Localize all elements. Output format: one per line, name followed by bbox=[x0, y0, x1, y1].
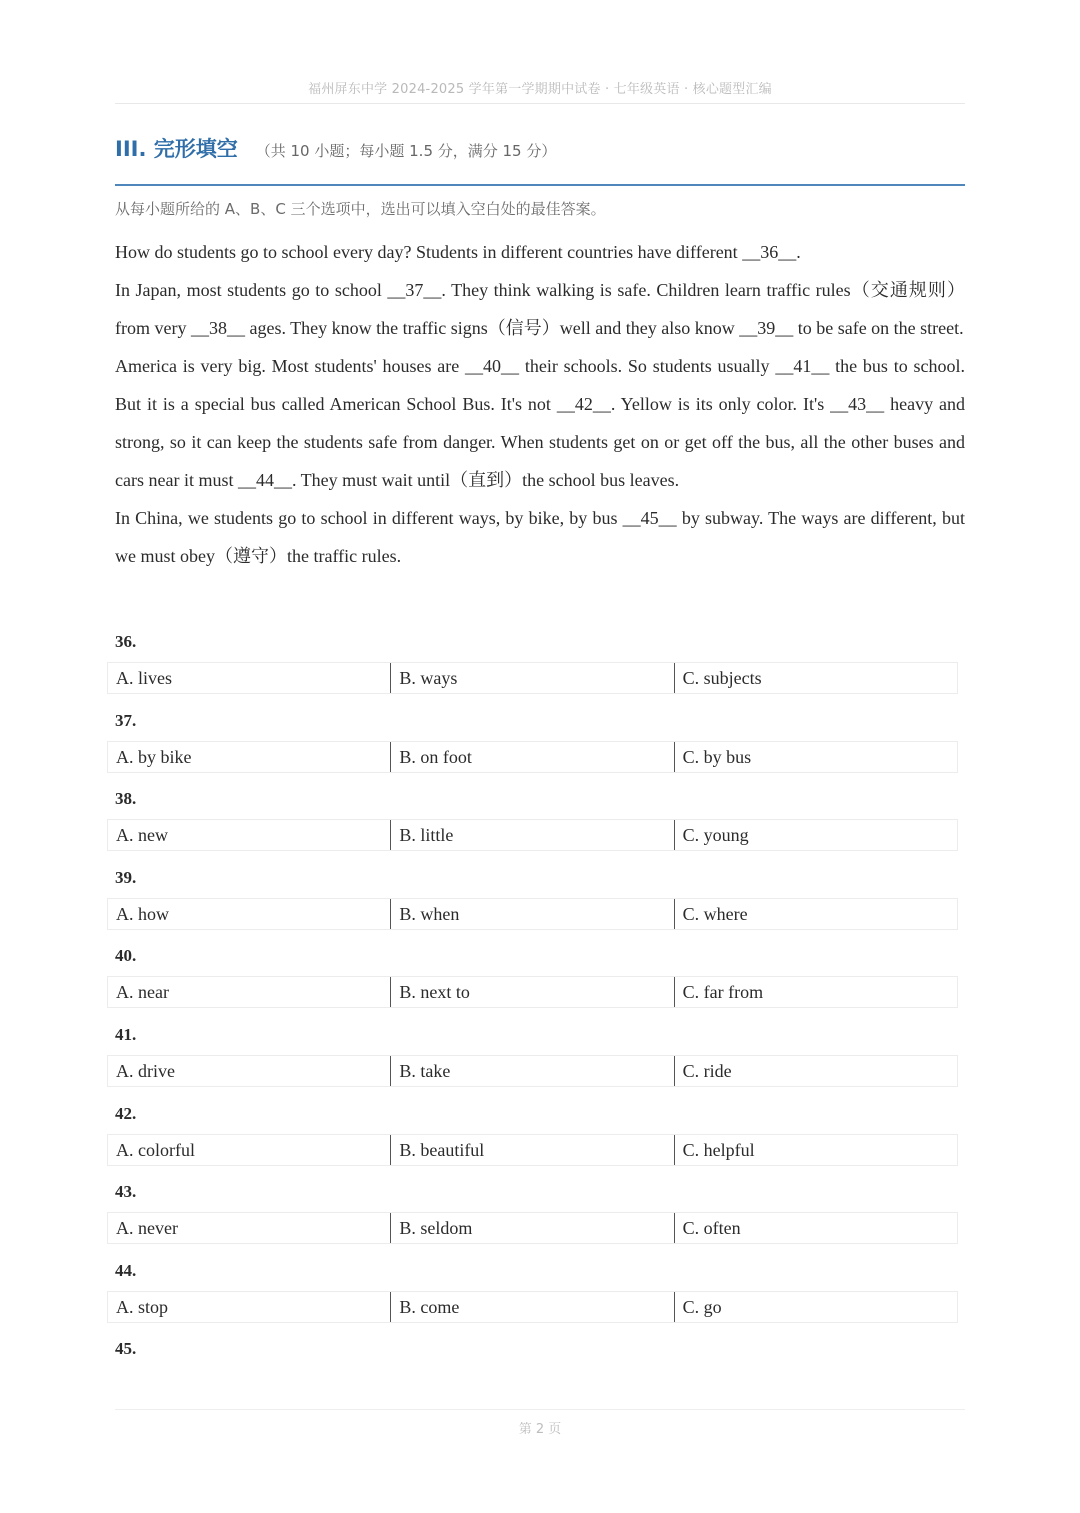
question-item bbox=[107, 1099, 958, 1178]
instruction-text: 从每小题所给的 A、B、C 三个选项中，选出可以填入空白处的最佳答案。 bbox=[115, 200, 606, 218]
options-row bbox=[107, 976, 958, 1008]
running-header: 福州屏东中学 2024-2025 学年第一学期期中试卷 · 七年级英语 · 核心题型汇编 bbox=[308, 82, 772, 97]
question-item bbox=[107, 784, 958, 863]
question-item bbox=[107, 1256, 958, 1335]
option-a[interactable]: A. drive bbox=[116, 1060, 175, 1081]
question-number: 42. bbox=[115, 1103, 137, 1123]
question-number: 45. bbox=[115, 1339, 137, 1359]
option-a[interactable]: A. new bbox=[116, 825, 168, 846]
option-b[interactable]: B. little bbox=[390, 820, 673, 850]
question-number: 40. bbox=[115, 946, 137, 966]
options-row bbox=[107, 898, 958, 930]
cloze-passage bbox=[115, 233, 965, 575]
passage-paragraph: In China, we students go to school in different ways, by bike, by bus __45__ by subway. The ways are different, but we must obey（遵守）the traffic rules. bbox=[115, 508, 965, 566]
question-item bbox=[107, 1334, 958, 1413]
passage-paragraph: How do students go to school every day? Students in different countries have different __36__. bbox=[115, 242, 801, 262]
page-number: 第 2 页 bbox=[518, 1422, 562, 1437]
question-number: 41. bbox=[115, 1024, 137, 1044]
options-row bbox=[107, 1055, 958, 1087]
option-c[interactable]: C. subjects bbox=[674, 663, 957, 693]
option-c[interactable]: C. ride bbox=[674, 1056, 957, 1086]
question-number: 36. bbox=[115, 632, 137, 651]
question-number: 38. bbox=[115, 789, 137, 809]
option-a[interactable]: A. by bike bbox=[116, 746, 192, 767]
option-c[interactable]: C. helpful bbox=[674, 1135, 957, 1165]
option-b[interactable]: B. when bbox=[390, 899, 673, 929]
option-b[interactable]: B. ways bbox=[390, 663, 673, 693]
question-item bbox=[107, 1177, 958, 1256]
option-a[interactable]: A. stop bbox=[116, 1296, 169, 1317]
option-c[interactable]: C. where bbox=[674, 899, 957, 929]
option-c[interactable]: C. by bus bbox=[674, 742, 957, 772]
section-divider bbox=[115, 184, 965, 186]
question-number: 44. bbox=[115, 1260, 137, 1280]
options-row bbox=[107, 1291, 958, 1323]
question-list bbox=[107, 627, 958, 1413]
passage-paragraph: In Japan, most students go to school __37__. They think walking is safe. Children learn traffic rules（交通规则）from very __38__ ages. They know the traffic signs（信号）well and they also know __39__ to be safe on the street. bbox=[115, 280, 965, 338]
options-row bbox=[107, 741, 958, 773]
question-item bbox=[107, 627, 958, 706]
section-meta: （共 10 小题；每小题 1.5 分，满分 15 分） bbox=[255, 142, 557, 160]
option-b[interactable]: B. beautiful bbox=[390, 1135, 673, 1165]
option-a[interactable]: A. colorful bbox=[116, 1139, 195, 1160]
options-row bbox=[107, 662, 958, 694]
options-row bbox=[107, 1134, 958, 1166]
question-number: 37. bbox=[115, 710, 137, 730]
question-item bbox=[107, 863, 958, 942]
section-title: III. 完形填空 bbox=[115, 137, 238, 161]
section-heading bbox=[115, 133, 965, 163]
option-a[interactable]: A. how bbox=[116, 903, 169, 924]
option-b[interactable]: B. take bbox=[390, 1056, 673, 1086]
option-a[interactable]: A. lives bbox=[116, 668, 172, 688]
option-c[interactable]: C. far from bbox=[674, 977, 957, 1007]
option-c[interactable]: C. go bbox=[674, 1292, 957, 1322]
passage-paragraph: America is very big. Most students' houses are __40__ their schools. So students usually __41__ the bus to school. But it is a special bus called American School Bus. It's not __42__. Yellow is its only color. It's __43__ heavy and strong, so it can keep the students safe from danger. When students get on or get off the bus, all the other buses and cars near it must __44__. They must wait until（直到）the school bus leaves. bbox=[115, 356, 965, 490]
option-b[interactable]: B. come bbox=[390, 1292, 673, 1322]
options-row bbox=[107, 1212, 958, 1244]
question-number: 39. bbox=[115, 867, 137, 887]
option-c[interactable]: C. young bbox=[674, 820, 957, 850]
option-b[interactable]: B. seldom bbox=[390, 1213, 673, 1243]
question-number: 43. bbox=[115, 1182, 137, 1202]
option-a[interactable]: A. near bbox=[116, 982, 169, 1003]
option-a[interactable]: A. never bbox=[116, 1218, 178, 1239]
option-c[interactable]: C. often bbox=[674, 1213, 957, 1243]
option-b[interactable]: B. next to bbox=[390, 977, 673, 1007]
question-item bbox=[107, 941, 958, 1020]
options-row bbox=[107, 819, 958, 851]
header-divider bbox=[115, 103, 965, 104]
question-item bbox=[107, 1020, 958, 1099]
question-item bbox=[107, 706, 958, 785]
option-b[interactable]: B. on foot bbox=[390, 742, 673, 772]
footer-divider bbox=[115, 1409, 965, 1410]
